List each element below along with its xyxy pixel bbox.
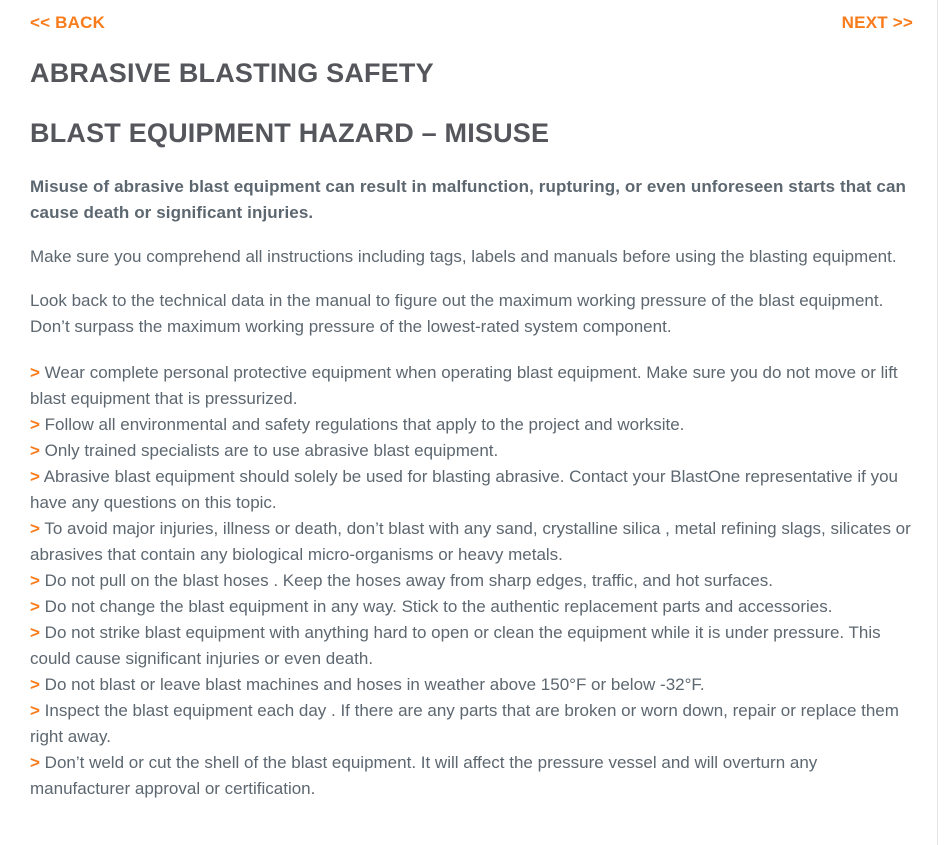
bullet-chevron-icon: > (30, 363, 40, 382)
safety-list (30, 360, 913, 802)
body-paragraph: Make sure you comprehend all instructions including tags, labels and manuals before using the blasting equipment. (30, 247, 897, 266)
bullet-chevron-icon: > (30, 701, 40, 720)
list-item (30, 360, 913, 412)
bullet-chevron-icon: > (30, 623, 40, 642)
list-item-text: Do not change the blast equipment in any way. Stick to the authentic replacement parts and accessories. (39, 597, 833, 616)
next-link[interactable]: NEXT >> (841, 13, 913, 32)
page-title: ABRASIVE BLASTING SAFETY (30, 58, 434, 88)
list-item-text: Inspect the blast equipment each day . If there are any parts that are broken or worn down, repair or replace them right away. (30, 701, 899, 746)
list-item-text: Wear complete personal protective equipment when operating blast equipment. Make sure you do not move or lift blast equipment that is pressurized. (30, 363, 898, 408)
lead-paragraph: Misuse of abrasive blast equipment can result in malfunction, rupturing, or even unforeseen starts that can cause death or significant injuries. (30, 177, 906, 222)
bullet-chevron-icon: > (30, 519, 40, 538)
bullet-chevron-icon: > (30, 441, 40, 460)
list-item-text: Don’t weld or cut the shell of the blast equipment. It will affect the pressure vessel and will overturn any manufacturer approval or certification. (30, 753, 818, 798)
list-item (30, 620, 913, 672)
list-item-text: To avoid major injuries, illness or death, don’t blast with any sand, crystalline silica , metal refining slags, silicates or abrasives that contain any biological micro-organisms or heavy metals. (30, 519, 911, 564)
bullet-chevron-icon: > (30, 753, 40, 772)
list-item-text: Do not strike blast equipment with anything hard to open or clean the equipment while it is under pressure. This could cause significant injuries or even death. (30, 623, 881, 668)
list-item (30, 568, 913, 594)
body-paragraph: Look back to the technical data in the manual to figure out the maximum working pressure of the blast equipment. Don’t surpass the maximum working pressure of the lowest-rated system component. (30, 291, 884, 336)
bullet-chevron-icon: > (30, 415, 40, 434)
back-link[interactable]: << BACK (30, 13, 106, 32)
bullet-chevron-icon: > (30, 571, 40, 590)
content-right-border (937, 0, 938, 845)
list-item (30, 438, 913, 464)
bullet-chevron-icon: > (30, 675, 40, 694)
list-item (30, 412, 913, 438)
bullet-chevron-icon: > (30, 467, 40, 486)
list-item (30, 594, 913, 620)
list-item-text: Do not blast or leave blast machines and hoses in weather above 150°F or below -32°F. (39, 675, 705, 694)
list-item (30, 750, 913, 802)
list-item (30, 672, 913, 698)
section-heading: BLAST EQUIPMENT HAZARD – MISUSE (30, 118, 550, 148)
list-item (30, 516, 913, 568)
pager-nav (30, 13, 913, 33)
list-item-text: Only trained specialists are to use abrasive blast equipment. (39, 441, 499, 460)
list-item-text: Abrasive blast equipment should solely be used for blasting abrasive. Contact your BlastOne representative if you have any questions on this topic. (30, 467, 898, 512)
list-item-text: Follow all environmental and safety regulations that apply to the project and worksite. (39, 415, 685, 434)
list-item-text: Do not pull on the blast hoses . Keep the hoses away from sharp edges, traffic, and hot surfaces. (39, 571, 773, 590)
bullet-chevron-icon: > (30, 597, 40, 616)
list-item (30, 698, 913, 750)
list-item (30, 464, 913, 516)
